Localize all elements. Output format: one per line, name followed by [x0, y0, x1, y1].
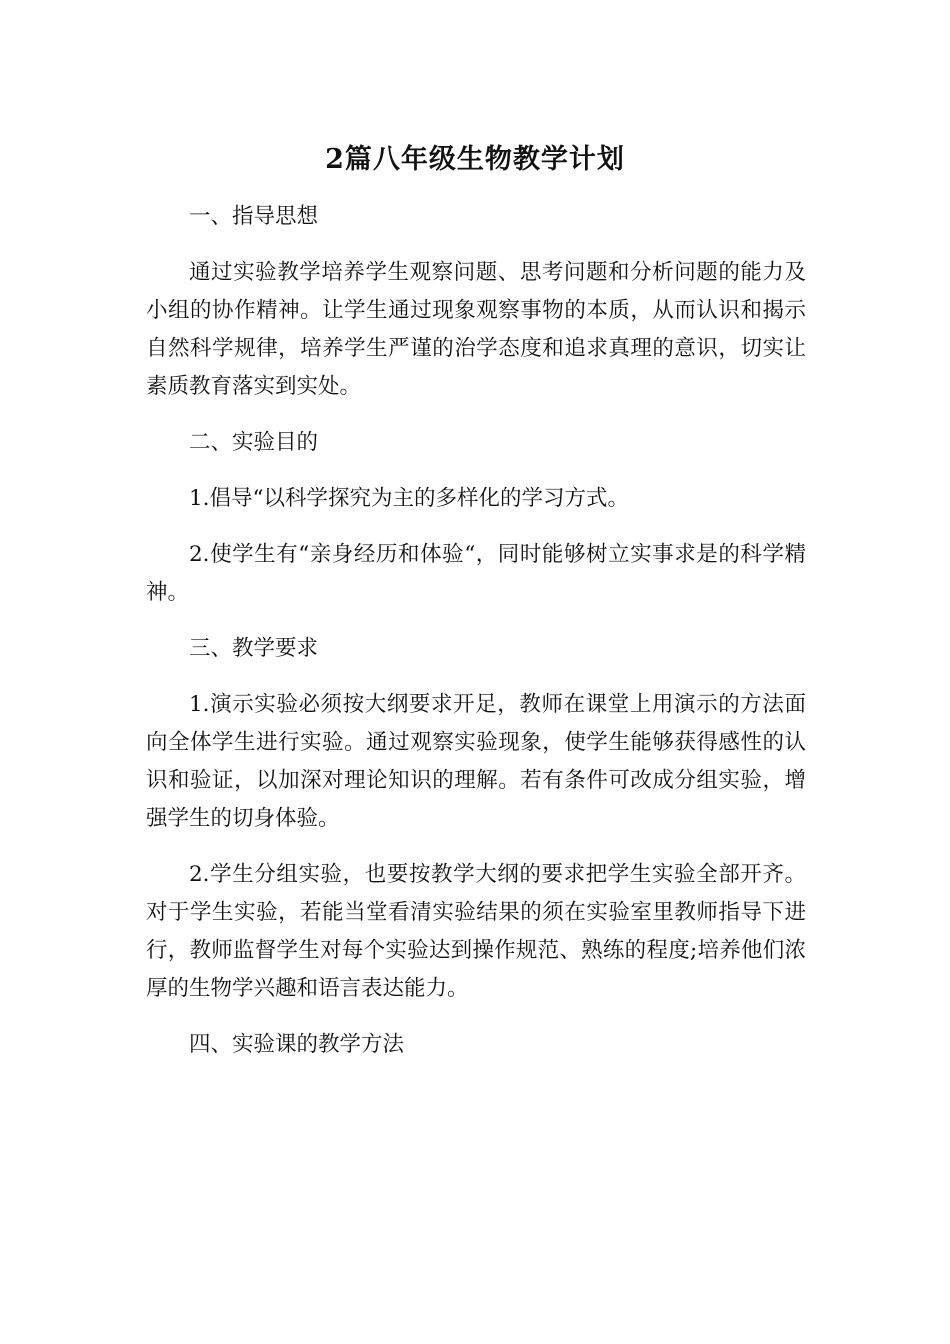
paragraph-purpose-2: 2.使学生有“亲身经历和体验“，同时能够树立实事求是的科学精神。	[146, 542, 806, 605]
section-heading-teaching-methods: 四、实验课的教学方法	[189, 1032, 405, 1057]
paragraph-purpose-1: 1.倡导“以科学探究为主的多样化的学习方式。	[189, 486, 630, 511]
section-heading-experiment-purpose: 二、实验目的	[189, 430, 319, 455]
section-heading-teaching-requirements: 三、教学要求	[189, 636, 319, 661]
section-heading-guiding-ideology: 一、指导思想	[189, 204, 319, 229]
document-body	[146, 198, 806, 1082]
paragraph-requirement-2: 2.学生分组实验，也要按教学大纲的要求把学生实验全部开齐。对于学生实验，若能当堂看清实验结果的须在实验室里教师指导下进行，教师监督学生对每个实验达到操作规范、熟练的程度;培养他们浓厚的生物学兴趣和语言表达能力。	[146, 862, 806, 1001]
paragraph-guiding-ideology: 通过实验教学培养学生观察问题、思考问题和分析问题的能力及小组的协作精神。让学生通过现象观察事物的本质，从而认识和揭示自然科学规律，培养学生严谨的治学态度和追求真理的意识，切实让素质教育落实到实处。	[146, 260, 806, 399]
document-title: 2篇八年级生物教学计划	[325, 144, 625, 175]
paragraph-requirement-1: 1.演示实验必须按大纲要求开足，教师在课堂上用演示的方法面向全体学生进行实验。通过观察实验现象，使学生能够获得感性的认识和验证，以加深对理论知识的理解。若有条件可改成分组实验，增强学生的切身体验。	[146, 692, 806, 831]
